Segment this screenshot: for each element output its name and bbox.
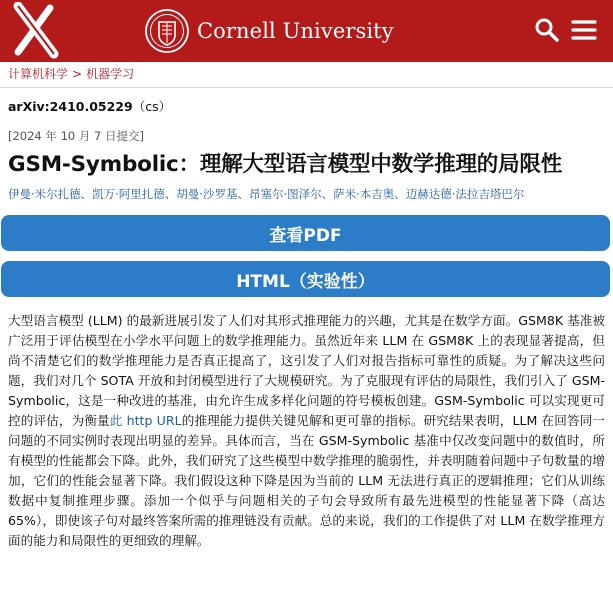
cornell-seal-icon	[145, 9, 189, 53]
abstract-url-link[interactable]: 此 http URL	[109, 413, 182, 428]
cornell-brand[interactable]	[145, 7, 394, 55]
author-link[interactable]: 迈赫达德·法拉吉塔巴尔	[405, 187, 525, 201]
paper-title: GSM-Symbolic：理解大型语言模型中数学推理的局限性	[8, 152, 562, 177]
author-link[interactable]: 昂塞尔·图泽尔	[248, 187, 322, 201]
abstract-text: 的推理能力提供关键见解和更可靠的指标。研究结果表明，LLM 在回答同一问题的不同实例时表现出明显的差异。具体而言，当在 GSM-Symbolic 基准中仅改变问题中的数值时，所有模型的性能都会下降。此外，我们研究了这些模型中数学推理的脆弱性，并表明随着问题中子句数量的增加，它们的性能会显著下降。我们假设这种下降是因为当前的 LLM 无法进行真正的逻辑推理；它们从训练数据中复制推理步骤。添加一个似乎与问题相关的子句会导致所有最先进模型的性能显著下降（高达 65%），即使该子句对最终答案所需的推理链没有贡献。总的来说，我们的工作提供了对 LLM 在数学推理方面的能力和局限性的更细致的理解。	[8, 413, 606, 548]
author-separator: 、	[237, 187, 249, 201]
author-link[interactable]: 胡曼·沙罗基	[176, 187, 238, 201]
view-pdf-button[interactable]: 查看PDF	[1, 215, 610, 251]
view-html-button[interactable]: HTML（实验性）	[1, 261, 610, 297]
brand-name: Cornell University	[197, 19, 394, 43]
arxiv-category: （cs）	[132, 99, 172, 114]
arxiv-x-icon[interactable]	[10, 2, 60, 60]
abstract-text: 大型语言模型 (LLM) 的最新进展引发了人们对其形式推理能力的兴趣，尤其是在数学方面。GSM8K 基准被广泛用于评估模型在小学水平问题上的数学推理能力。虽然近年来 LLM 在 GSM8K 上的表现显著提高，但尚不清楚它们的数学推理能力是否真正提高了，这引发了人们对报告指标可靠性的质疑。为了解决这些问题，我们对几个 SOTA 开放和封闭模型进行了大规模研究。为了克服现有评估的局限性，我们引入了 GSM-Symbolic，这是一种改进的基准，由允许生成多样化问题的符号模板创建。GSM-Symbolic 可以实现更可控的评估，为衡量	[8, 313, 605, 428]
author-separator: 、	[321, 187, 334, 201]
arxiv-number: arXiv:2410.05229	[8, 99, 133, 114]
author-list	[8, 186, 613, 202]
author-separator: 、	[164, 187, 177, 201]
author-separator: 、	[80, 187, 93, 201]
author-link[interactable]: 萨米·本吉奥	[333, 187, 395, 201]
breadcrumb-item-cs[interactable]: 计算机科学	[8, 67, 69, 81]
hamburger-menu-icon[interactable]	[570, 16, 598, 44]
abstract	[8, 311, 605, 551]
breadcrumb-separator: >	[72, 67, 83, 81]
author-link[interactable]: 凯万·阿里扎德	[92, 187, 165, 201]
search-icon[interactable]	[533, 16, 561, 44]
arxiv-id	[8, 97, 613, 115]
site-header	[0, 0, 613, 62]
author-separator: 、	[394, 187, 406, 201]
breadcrumb-item-ml[interactable]: 机器学习	[86, 67, 135, 81]
submission-date: [2024 年 10 月 7 日提交]	[8, 129, 144, 143]
author-link[interactable]: 伊曼·米尔扎德	[8, 187, 81, 201]
breadcrumb	[0, 62, 613, 88]
